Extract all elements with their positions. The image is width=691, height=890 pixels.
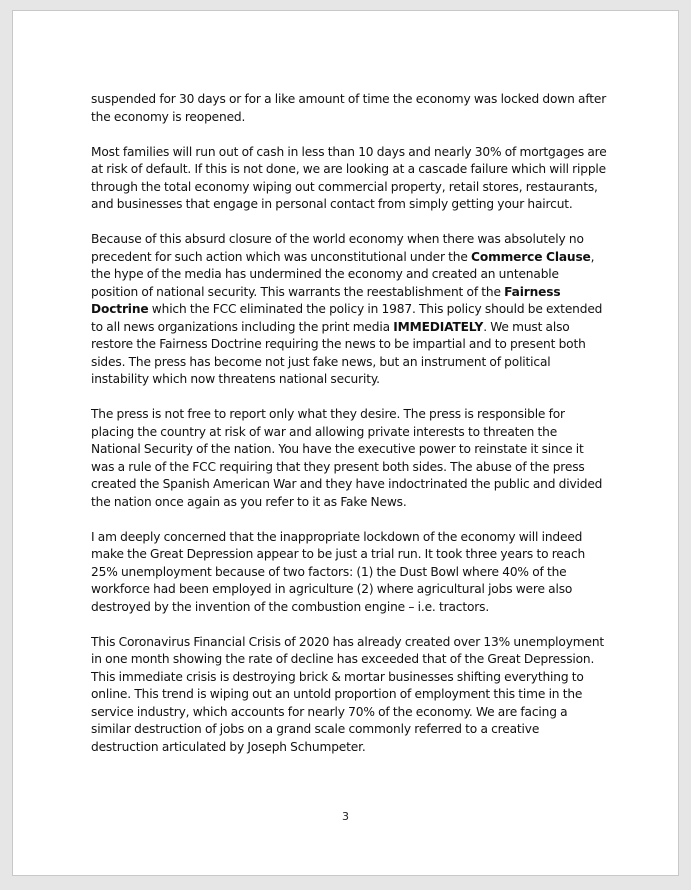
text-run: Because of this absurd closure of the world economy when there was absolutely no precedent for such action which was unconstitutional under the (91, 232, 584, 264)
paragraph (91, 144, 607, 214)
text-run: This Coronavirus Financial Crisis of 2020 has already created over 13% unemployment in one month showing the rate of decline has exceeded that of the Great Depression. This immediate crisis is destroying brick & mortar businesses shifting everything to online. This trend is wiping out an untold proportion of employment this time in the service industry, which accounts for nearly 70% of the economy. We are facing a similar destruction of jobs on a grand scale commonly referred to a creative destruction articulated by Joseph Schumpeter. (91, 634, 605, 754)
text-run: The press is not free to report only what they desire. The press is responsible for placing the country at risk of war and allowing private interests to threaten the National Security of the nation. You have the executive power to reinstate it since it was a rule of the FCC requiring that they present both sides. The abuse of the press created the Spanish American War and they have indoctrinated the public and divided the nation once again as you refer to it as Fake News. (91, 407, 603, 509)
page-number: 3 (342, 810, 349, 823)
paragraph (91, 529, 607, 617)
bold-term-immediately: IMMEDIATELY (393, 319, 484, 334)
text-run: , the hype of the media has undermined the economy and created an untenable position of national security. This warrants the reestablishment of the (91, 249, 595, 299)
text-run: suspended for 30 days or for a like amount of time the economy was locked down after the economy is reopened. (91, 92, 607, 124)
document-page (12, 10, 679, 876)
document-body (91, 91, 607, 774)
text-run: . We must also restore the Fairness Doctrine requiring the news to be impartial and to present both sides. The press has become not just fake news, but an instrument of political instability which now threatens national security. (91, 319, 586, 386)
paragraph (91, 231, 607, 389)
text-run: which the FCC eliminated the policy in 1987. This policy should be extended to all news organizations including the print media (91, 302, 603, 334)
bold-term-commerce-clause: Commerce Clause (471, 249, 591, 264)
paragraph (91, 406, 607, 511)
text-run: I am deeply concerned that the inappropriate lockdown of the economy will indeed make the Great Depression appear to be just a trial run. It took three years to reach 25% unemployment because of two factors: (1) the Dust Bowl where 40% of the workforce had been employed in agriculture (2) where agricultural jobs were also destroyed by the invention of the combustion engine – i.e. tractors. (91, 529, 586, 614)
paragraph (91, 91, 607, 126)
bold-term-fairness-doctrine: Fairness Doctrine (91, 284, 561, 316)
paragraph (91, 634, 607, 757)
text-run: Most families will run out of cash in less than 10 days and nearly 30% of mortgages are at risk of default. If this is not done, we are looking at a cascade failure which will ripple through the total economy wiping out commercial property, retail stores, restaurants, and businesses that engage in personal contact from simply getting your haircut. (91, 144, 607, 211)
